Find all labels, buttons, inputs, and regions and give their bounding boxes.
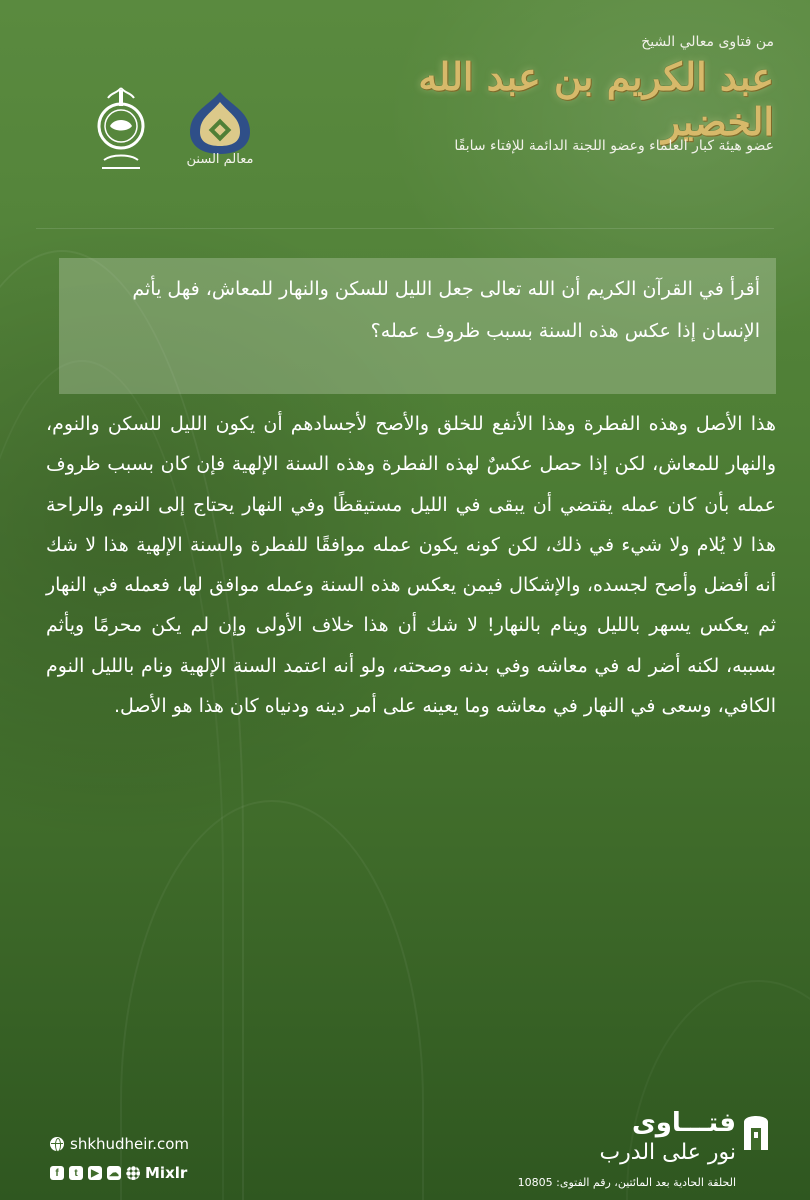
sheikh-position: عضو هيئة كبار العلماء وعضو اللجنة الدائمة للإفتاء سابقًا xyxy=(454,138,774,154)
program-subtitle: نور على الدرب xyxy=(599,1140,736,1165)
sheikh-seal-logo xyxy=(90,84,152,180)
twitter-icon[interactable]: t xyxy=(69,1166,83,1180)
header-intro: من فتاوى معالي الشيخ xyxy=(641,34,774,50)
youtube-icon[interactable]: ▶ xyxy=(88,1166,102,1180)
answer-text: هذا الأصل وهذه الفطرة وهذا الأنفع للخلق والأصح لأجسادهم أن يكون الليل للسكن والنوم، والنهار للمعاش، لكن إذا حصل عكسٌ لهذه الفطرة وهذه السنة الإلهية فإن كان بسبب ظروف عمله بأن كان عمله يقتضي أن يبقى في الليل مستيقظًا وفي النهار يحتاج إلى النوم والراحة هذا لا يُلام ولا شيء في ذلك، لكن كونه يكون عمله موافقًا للفطرة والسنة الإلهية هذا لا شك أنه أفضل وأصح لجسده، والإشكال فيمن يعكس هذه السنة وعمله موافق لها، فعمله في النهار ثم يعكس يسهر بالليل وينام بالنهار! لا شك أن هذا خلاف الأولى وإن لم يكن محرمًا ويأثم بسببه، لكنه أضر له في معاشه وفي بدنه وصحته، ولو أنه اعتمد السنة الإلهية ونام بالليل النوم الكافي، وسعى في النهار في معاشه وما يعينه على أمر دينه ودنياه كان هذا هو الأصل. xyxy=(46,413,776,718)
facebook-icon[interactable]: f xyxy=(50,1166,64,1180)
soundcloud-icon[interactable]: ☁ xyxy=(109,1167,119,1179)
social-links xyxy=(50,1164,187,1182)
mixlr-label[interactable]: Mixlr xyxy=(145,1164,188,1182)
website-url: shkhudheir.com xyxy=(70,1135,190,1153)
website-link[interactable] xyxy=(50,1135,189,1153)
sheikh-name-calligraphy xyxy=(354,54,774,144)
mixlr-icon[interactable] xyxy=(126,1166,140,1180)
sheikh-name: عبد الكريم بن عبد الله الخضير xyxy=(418,54,774,144)
program-title: فتـــاوى xyxy=(631,1108,736,1138)
globe-icon xyxy=(50,1137,64,1151)
header xyxy=(0,0,810,230)
maalim-sunan-label: معالم السنن xyxy=(186,152,254,167)
episode-info: الحلقة الحادية بعد المائتين، رقم الفتوى: 10805 xyxy=(517,1176,736,1189)
decorative-arch xyxy=(626,980,810,1200)
header-divider xyxy=(36,228,774,229)
door-icon xyxy=(742,1110,770,1152)
question-text: أقرأ في القرآن الكريم أن الله تعالى جعل الليل للسكن والنهار للمعاش، فهل يأثم الإنسان إذا عكس هذه السنة بسبب ظروف عمله؟ xyxy=(132,278,760,342)
